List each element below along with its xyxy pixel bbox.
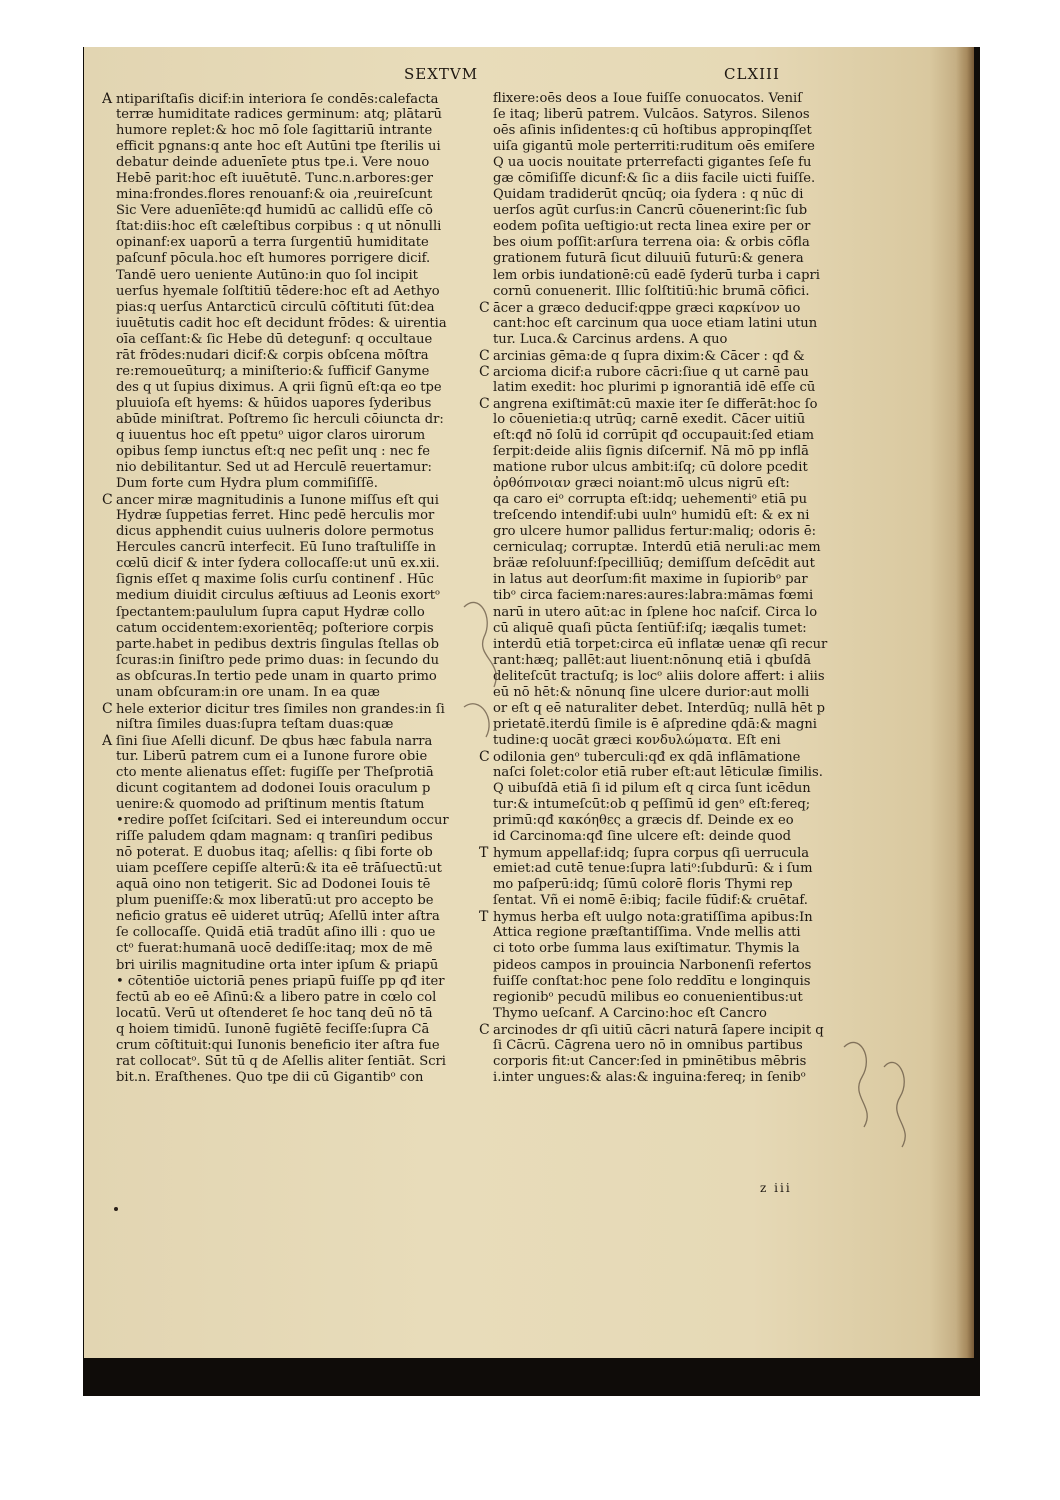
line-text: tudine:q uocāt græci κονδυλώματα. Eſt eni xyxy=(493,732,781,748)
section-initial: C xyxy=(479,347,490,364)
line-text: opinanf:ex uaporū a terra ſurgentiū humiditate xyxy=(116,235,429,251)
line-text: niſtra ſimiles duas:ſupra teſtam duas:quæ xyxy=(116,716,394,732)
line-text: lem orbis iundationē:cū eadē ſyderū turba i capri xyxy=(493,267,820,283)
line-text: cant:hoc eſt carcinum qua uoce etiam latini utun xyxy=(493,315,818,331)
line-text: arcinias gēma:de q ſupra dixim:& Cācer : qđ & xyxy=(493,348,805,364)
section-initial: C xyxy=(102,700,113,717)
line-text: prietatē.iterdū ſimile is ē aſpredine qdā:& magni xyxy=(493,716,817,732)
line-text: abūde miniſtrat. Poſtremo ſic herculi cōiuncta dr: xyxy=(116,411,444,427)
line-text: primū:qđ κακόηθες a græcis df. Deinde ex eo xyxy=(493,813,794,829)
line-text: ci toto orbe ſumma laus exiſtimatur. Thymis la xyxy=(493,941,800,957)
line-text: i.inter ungues:& alas:& inguina:fereq; in ſenibᵒ xyxy=(493,1069,806,1085)
line-text: grationem futurā ſicut diluuiū futurū:& genera xyxy=(493,251,804,267)
line-text: naſci ſolet:color etiā ruber eſt:aut lēticulæ ſimilis. xyxy=(493,764,823,780)
line-text: catum occidentem:exorientēq; poſteriore corpis xyxy=(116,620,434,636)
section-initial: A xyxy=(102,91,113,107)
section-initial: C xyxy=(102,492,113,509)
line-text: mo paſperū:idq; ſūmū colorē floris Thymi rep xyxy=(493,877,793,893)
line-text: ſignis eſſet q maxime ſolis curſu continenf . Hūc xyxy=(116,572,434,588)
line-text: oēs aſinis inſidentes:q cū hoſtibus appropinqſſet xyxy=(493,123,812,139)
line-text: dicunt cogitantem ad dodonei Iouis oraculum p xyxy=(116,781,431,797)
line-text: pluuioſa eſt hyems: & hūidos uapores ſyderibus xyxy=(116,395,432,411)
line-text: rat collocatᵒ. Sūt tū q de Aſellis aliter ſentiāt. Scri xyxy=(116,1053,446,1069)
line-text: tur. Liberū patrem cum ei a Iunone furore obie xyxy=(116,748,428,764)
line-text: re:remoueūturq; a miniſterio:& ſufficif Ganyme xyxy=(116,363,430,379)
line-text: eū nō hēt:& nōnunq ſine ulcere durior:aut molli xyxy=(493,684,810,700)
section-initial: C xyxy=(479,363,490,380)
annotation-scribble-4 xyxy=(884,1062,905,1147)
line-text: medium diuidit circulus æſtiuus ad Leonis exortᵒ xyxy=(116,588,441,604)
line-text: nio debilitantur. Sed ut ad Herculē reuertamur: xyxy=(116,460,432,476)
line-text: Hercules cancrū interfecit. Eū Iuno traſtuliſſe in xyxy=(116,540,437,556)
line-text: Dum forte cum Hydra plum commiſiſſē. xyxy=(116,476,378,492)
line-text: ſerpit:deide aliis ſignis diſcernif. Nā mō pp inflā xyxy=(493,444,809,460)
line-text: pias:q uerſus Antarcticū circulū cōſtituti ſūt:dea xyxy=(116,299,435,315)
line-text: opibus ſemp iunctus eſt:q nec peſit unq : nec fe xyxy=(116,444,431,460)
line-text: emiet:ad cutē tenue:ſupra latiᵒ:ſubdurū: & i ſum xyxy=(493,861,813,877)
line-text: cerniculaq; corruptæ. Interdū etiā neruli:ac mem xyxy=(493,540,821,556)
line-text: unam obſcuram:in ore unam. In ea quæ xyxy=(116,684,380,700)
line-text: uerſos agūt curſus:in Cancrū cōuenerint:ſic ſub xyxy=(493,203,808,219)
handwritten-annotations xyxy=(84,47,974,1358)
line-text: uenire:& quomodo ad priſtinum mentis ſtatum xyxy=(116,797,425,813)
line-text: lo cōuenietia:q utrūq; carnē exedit. Cācer uitiū xyxy=(493,411,806,427)
line-text: ſi Cācrū. Cāgrena uero nō in omnibus partibus xyxy=(493,1037,803,1053)
line-text: interdū etiā torpet:circa eū inflatæ uenæ qſi recur xyxy=(493,636,828,652)
line-text: bräæ reſoluunf:ſpecilliūq; demiſſum deſcēdit aut xyxy=(493,556,815,572)
line-text: ſentat. Vñ ei nomē ē:ibiq; facile fūdif:& cruētaf. xyxy=(493,893,808,909)
line-text: odilonia genᵒ tuberculi:qđ ex qdā inflāmatione xyxy=(493,749,801,765)
line-text: plum pueniſſe:& mox liberatū:ut pro accepto be xyxy=(116,893,434,909)
line-text: Attica regione præſtantiſſima. Vnde mellis atti xyxy=(493,925,801,941)
line-text: regionibᵒ pecudū milibus eo conuenientibus:ut xyxy=(493,989,803,1005)
ink-dot xyxy=(114,1207,118,1211)
line-text: hymus herba eſt uulgo nota:gratiſſima apibus:In xyxy=(493,910,813,926)
line-text: crum cōſtituit:qui Iunonis beneficio iter aſtra fue xyxy=(116,1037,440,1053)
line-text: flixere:oēs deos a Ioue fuiſſe conuocatos. Veniſ xyxy=(493,91,803,106)
section-initial: C xyxy=(479,748,490,765)
line-text: tur. Luca.& Carcinus ardens. A quo xyxy=(493,331,728,347)
signature-mark: z iii xyxy=(760,1181,792,1195)
line-text: id Carcinoma:qđ ſine ulcere eſt: deinde quod xyxy=(493,829,792,845)
line-text: or eſt q eē naturaliter debet. Interdūq; nullā hēt p xyxy=(493,700,826,716)
line-text: hele exterior dicitur tres ſimiles non grandes:in ſi xyxy=(116,701,445,717)
line-text: riſſe paludem qdam magnam: q tranſiri pedibus xyxy=(116,829,433,845)
line-text: bit.n. Eraſthenes. Quo tpe dii cū Gigantibᵒ con xyxy=(116,1069,424,1085)
line-text: uiſa gigantū mole perterriti:ruditum oēs emiſere xyxy=(493,139,815,155)
line-text: eodem poſita ueſtigio:ut recta linea exire per or xyxy=(493,219,811,235)
line-text: angrena exiſtimāt:cū maxie iter ſe differāt:hoc ſo xyxy=(493,396,818,412)
line-text: Quidam tradiderūt qncūq; oia ſydera : q nūc di xyxy=(493,187,804,203)
section-initial: T xyxy=(479,845,489,862)
line-text: ſe collocaſſe. Quidā etiā tradūt aſino illi : quo ue xyxy=(116,925,436,941)
annotation-scribble-3 xyxy=(844,1042,867,1127)
line-text: latim exedit: hoc plurimi p ignorantiā idē eſſe cū xyxy=(493,379,816,395)
line-text: mina:frondes.flores renouanf:& oia ,reuireſcunt xyxy=(116,187,433,203)
line-text: uerſus hyemale ſolſtitiū tēdere:hoc eſt ad Aethyo xyxy=(116,283,440,299)
line-text: Q uibuſdā etiā ſi id pilum eſt q circa ſunt icēdun xyxy=(493,781,811,797)
line-text: ancer miræ magnitudinis a Iunone miſſus eſt qui xyxy=(116,493,439,509)
line-text: tur:& intumeſcūt:ob q peſſimū id genᵒ eſt:fereq; xyxy=(493,797,811,813)
line-text: q iuuentus hoc eſt ppetuᵒ uigor claros uirorum xyxy=(116,427,426,443)
annotation-scribble-1 xyxy=(464,602,496,687)
section-initial: C xyxy=(479,1021,490,1038)
line-text: rāt frōdes:nudari dicif:& corpis obſcena mōſtra xyxy=(116,347,429,363)
book-page xyxy=(84,47,974,1358)
line-text: arcioma dicif:a rubore cācri:ſiue q ut carnē pau xyxy=(493,364,809,380)
line-text: matione rubor ulcus ambit:iſq; cū dolore pcedit xyxy=(493,460,808,476)
line-text: pideos campos in prouincia Narbonenſi refertos xyxy=(493,957,812,973)
line-text: Q ua uocis nouitate prterrefacti gigantes ſeſe fu xyxy=(493,155,812,171)
line-text: bri uirilis magnitudine orta inter ipſum & priapū xyxy=(116,957,439,973)
line-text: terræ humiditate radices germinum: atq; plātarū xyxy=(116,107,442,123)
line-text: Thymo ueſcanf. A Carcino:hoc eſt Cancro xyxy=(493,1005,767,1021)
line-text: gro ulcere humor pallidus fertur:maliq; odoris ē: xyxy=(493,524,817,540)
folio-number: CLXIII xyxy=(724,65,780,83)
line-text: oīa ceſſant:& ſic Hebe dū detegunf: q occultaue xyxy=(116,331,433,347)
running-head-title: SEXTVM xyxy=(404,65,479,83)
line-text: Hydræ ſuppetias ferret. Hinc pedē herculis mor xyxy=(116,508,435,524)
line-text: nō poterat. E duobus itaq; aſellis: q ſibi forte ob xyxy=(116,845,433,861)
line-text: paſcunf pōcula.hoc eſt humores porrigere dicif. xyxy=(116,251,431,267)
section-initial: T xyxy=(479,909,489,926)
line-text: parte.habet in pedibus dextris ſingulas ſtellas ob xyxy=(116,636,440,652)
line-text: neficio gratus eē uideret utrūq; Aſellū inter aſtra xyxy=(116,909,440,925)
line-text: des q ut ſupius diximus. A qrii ſignū eſt:qa eo tpe xyxy=(116,379,442,395)
line-text: Hebē parit:hoc eſt iuuētutē. Tunc.n.arbores:ger xyxy=(116,171,433,187)
section-initial: A xyxy=(102,732,113,749)
line-text: locatū. Verū ut oſtenderet ſe hoc tanq deū nō tā xyxy=(116,1005,433,1021)
line-text: ſe itaq; liberū patrem. Vulcāos. Satyros. Silenos xyxy=(493,107,810,123)
line-text: in latus aut deorſum:fit maxime in ſupioribᵒ par xyxy=(493,572,808,588)
line-text: ὀρθόπνοιαν græci noiant:mō ulcus nigrū eſt: xyxy=(493,476,790,492)
line-text: dicus apphendit cuius uulneris dolore permotus xyxy=(116,524,434,540)
line-text: ctᵒ fuerat:humanā uocē dediſſe:itaq; mox de mē xyxy=(116,941,433,957)
line-text: ſini ſiue Aſelli dicunf. De qbus hæc fabula narra xyxy=(116,733,433,749)
line-text: uiam pceſſere cepiſſe alterū:& ita eē trāſuectū:ut xyxy=(116,861,442,877)
line-text: humore replet:& hoc mō ſole ſagittariū intrante xyxy=(116,123,433,139)
line-text: cornū conuenerit. Illic ſolſtitiū:hic brumā cōfici. xyxy=(493,283,810,299)
line-text: aquā oino non tetigerit. Sic ad Dodonei Iouis tē xyxy=(116,877,431,893)
line-text: cto mente alienatus eſſet: fugiſſe per Theſprotiā xyxy=(116,764,434,780)
line-text: ntipariſtaſis dicif:in interiora ſe condēs:calefacta xyxy=(116,92,439,107)
line-text: ſtat:diis:hoc eſt cæleſtibus corpibus : q ut nōnulli xyxy=(116,219,442,235)
line-text: arcinodes dr qſi uitiū cācri naturā ſapere incipit q xyxy=(493,1022,824,1038)
line-text: gæ cōmiſiſſe dicunf:& ſic a diis facile uicti fuiſſe. xyxy=(493,171,816,187)
line-text: debatur deinde aduenīete ptus tpe.i. Vere nouo xyxy=(116,155,430,171)
line-text: fectū ab eo eē Aſinū:& a libero patre in cœlo col xyxy=(116,989,437,1005)
line-text: Sic Vere aduenīēte:qđ humidū ac callidū eſſe cō xyxy=(116,203,433,219)
line-text: as obſcuras.In tertio pede unam in quarto primo xyxy=(116,668,437,684)
line-text: iuuētutis cadit hoc eſt decidunt frōdes: & uirentia xyxy=(116,315,447,331)
line-text: hymum appellaf:idq; ſupra corpus qſi uerrucula xyxy=(493,846,810,862)
line-text: ſcuras:in ſiniſtro pede primo duas: in ſecundo du xyxy=(116,652,440,668)
section-initial: C xyxy=(479,395,490,412)
line-text: tibᵒ circa faciem:nares:aures:labra:māmas fœmi xyxy=(493,588,814,604)
line-text: corporis fit:ut Cancer:ſed in pminētibus mēbris xyxy=(493,1053,807,1069)
line-text: fuiſſe conſtat:hoc pene ſolo reddītu e longinquis xyxy=(493,973,811,989)
line-text: narū in utero aūt:ac in ſplene hoc naſcif. Circa lo xyxy=(493,604,818,620)
line-text: •redire poſſet ſciſcitari. Sed ei intereundum occur xyxy=(116,813,449,829)
line-text: Tandē uero ueniente Autūno:in quo ſol incipit xyxy=(116,267,418,283)
line-text: qa caro eiᵒ corrupta eſt:idq; uehementiᵒ etiā pu xyxy=(493,492,808,508)
line-text: q hoiem timidū. Iunonē fugiētē feciſſe:ſupra Cā xyxy=(116,1021,430,1037)
line-text: cū aliquē quaſi pūcta ſentiūf:iſq; iæqalis tumet: xyxy=(493,620,807,636)
section-initial: C xyxy=(479,299,490,316)
line-text: ācer a græco deducif:qppe græci καρκίνον uo xyxy=(493,300,801,316)
line-text: • cōtentiōe uictoriā penes priapū fuiſſe pp qđ iter xyxy=(116,973,445,989)
line-text: efficit pgnans:q ante hoc eſt Autūni tpe ſterilis ui xyxy=(116,139,441,155)
line-text: rant:hæq; pallēt:aut liuent:nōnunq etiā i qbuſdā xyxy=(493,652,812,668)
line-text: deliteſcūt tractuſq; is locᵒ aliis dolore affert: i aliis xyxy=(493,668,825,684)
line-text: cœlū dicif & inter ſydera collocaſſe:ut unū ex.xii. xyxy=(116,556,440,572)
line-text: treſcendo intendif:ubi uulnᵒ humidū eſt: & ex ni xyxy=(493,508,810,524)
line-text: ſpectantem:paululum ſupra caput Hydræ collo xyxy=(116,604,425,620)
line-text: bes oium poſſit:arſura terrena oia: & orbis cōfla xyxy=(493,235,810,251)
line-text: eſt:qđ nō ſolū id corrūpit qđ occupauit:ſed etiam xyxy=(493,427,815,443)
annotation-scribble-2 xyxy=(464,704,489,737)
